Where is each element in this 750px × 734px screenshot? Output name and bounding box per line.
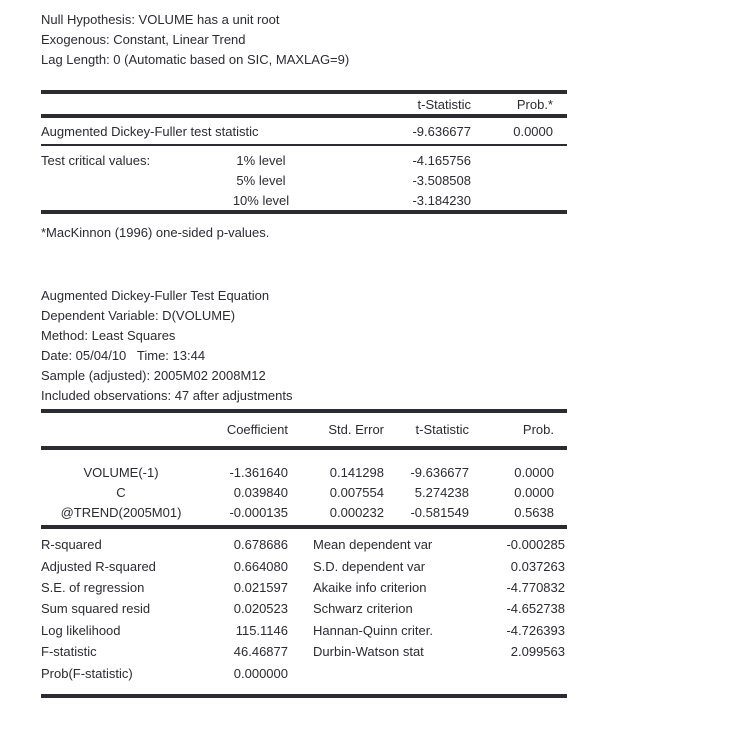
stat-label-left: F-statistic bbox=[41, 644, 97, 660]
std-error-value: 0.141298 bbox=[329, 464, 384, 480]
regression-row bbox=[41, 502, 567, 522]
stat-value-left: 0.020523 bbox=[233, 601, 288, 617]
stat-label-left: R-squared bbox=[41, 537, 102, 553]
stats-row bbox=[41, 534, 567, 555]
stats-row bbox=[41, 641, 567, 662]
critical-value: -4.165756 bbox=[412, 152, 471, 168]
sample-line: Sample (adjusted): 2005M02 2008M12 bbox=[41, 368, 266, 383]
coefficients-block bbox=[41, 462, 750, 522]
t-statistic-value: -9.636677 bbox=[410, 464, 469, 480]
critical-value-row bbox=[41, 170, 567, 190]
prob-column-header: Prob.* bbox=[516, 96, 553, 112]
regression-header-row bbox=[41, 413, 567, 446]
stat-value-left: 0.664080 bbox=[233, 558, 288, 574]
null-hypothesis-line: Null Hypothesis: VOLUME has a unit root bbox=[41, 12, 280, 27]
coefficient-value: 0.039840 bbox=[233, 484, 288, 500]
stat-value-left: 0.000000 bbox=[233, 665, 288, 681]
stat-label-right: Durbin-Watson stat bbox=[313, 644, 424, 660]
date-time-line: Date: 05/04/10 Time: 13:44 bbox=[41, 348, 206, 363]
variable-name: @TREND(2005M01) bbox=[60, 504, 182, 520]
equation-header-block bbox=[41, 286, 750, 406]
exogenous-line: Exogenous: Constant, Linear Trend bbox=[41, 32, 246, 47]
stat-value-left: 0.678686 bbox=[233, 537, 288, 553]
mackinnon-footnote: *MacKinnon (1996) one-sided p-values. bbox=[41, 225, 270, 240]
stat-label-left: Prob(F-statistic) bbox=[41, 665, 133, 681]
prob-value: 0.0000 bbox=[514, 484, 554, 500]
stat-label-right: Akaike info criterion bbox=[313, 579, 427, 595]
single-rule bbox=[41, 144, 567, 146]
stat-value-right: 0.037263 bbox=[510, 558, 565, 574]
prob-column-header: Prob. bbox=[522, 422, 554, 437]
stat-value-left: 0.021597 bbox=[233, 579, 288, 595]
adf-table-header-row bbox=[41, 94, 567, 114]
critical-value-row bbox=[41, 150, 567, 170]
critical-value-row bbox=[41, 190, 567, 210]
double-rule bbox=[41, 525, 567, 529]
std-error-value: 0.000232 bbox=[329, 504, 384, 520]
stat-value-left: 115.1146 bbox=[235, 622, 288, 638]
stat-value-right: -4.726393 bbox=[506, 622, 565, 638]
regression-row bbox=[41, 462, 567, 482]
observations-line: Included observations: 47 after adjustments bbox=[41, 388, 293, 403]
method-line: Method: Least Squares bbox=[41, 328, 176, 343]
critical-value: -3.508508 bbox=[412, 172, 471, 188]
critical-values-label: Test critical values: bbox=[41, 152, 151, 168]
prob-value: 0.5638 bbox=[514, 504, 554, 520]
variable-name: VOLUME(-1) bbox=[83, 464, 159, 480]
t-statistic-value: -0.581549 bbox=[410, 504, 469, 520]
stat-value-right: -4.652738 bbox=[506, 601, 565, 617]
stat-label-left: Sum squared resid bbox=[41, 601, 151, 617]
summary-stats-block bbox=[41, 534, 750, 684]
variable-name: C bbox=[116, 484, 126, 500]
stats-row bbox=[41, 598, 567, 619]
stat-label-right: Mean dependent var bbox=[313, 537, 433, 553]
adf-test-statistic-label: Augmented Dickey-Fuller test statistic bbox=[41, 123, 259, 139]
stat-value-right: 2.099563 bbox=[510, 644, 565, 660]
equation-title: Augmented Dickey-Fuller Test Equation bbox=[41, 288, 270, 303]
critical-level-label: 5% level bbox=[236, 172, 286, 188]
critical-level-label: 10% level bbox=[232, 192, 290, 208]
stat-label-left: Log likelihood bbox=[41, 622, 121, 638]
adf-table bbox=[41, 90, 750, 214]
dependent-variable-line: Dependent Variable: D(VOLUME) bbox=[41, 308, 236, 323]
stat-value-right: -4.770832 bbox=[506, 579, 565, 595]
coefficient-value: -0.000135 bbox=[229, 504, 288, 520]
coefficient-column-header: Coefficient bbox=[226, 422, 288, 437]
lag-length-line: Lag Length: 0 (Automatic based on SIC, MAXLAG=9) bbox=[41, 52, 350, 67]
t-statistic-value: 5.274238 bbox=[414, 484, 469, 500]
coefficient-value: -1.361640 bbox=[229, 464, 288, 480]
double-rule bbox=[41, 694, 567, 698]
stats-row bbox=[41, 620, 567, 641]
prob-value: 0.0000 bbox=[514, 464, 554, 480]
regression-row bbox=[41, 482, 567, 502]
stat-value-right: -0.000285 bbox=[506, 537, 565, 553]
adf-test-statistic-row bbox=[41, 118, 567, 144]
stat-value-left: 46.46877 bbox=[233, 644, 288, 660]
std-error-column-header: Std. Error bbox=[328, 422, 384, 437]
double-rule bbox=[41, 210, 567, 214]
stat-label-right: S.D. dependent var bbox=[313, 558, 426, 574]
test-header-block bbox=[41, 10, 750, 70]
regression-table bbox=[41, 409, 750, 698]
double-rule bbox=[41, 446, 567, 450]
t-statistic-column-header: t-Statistic bbox=[417, 96, 471, 112]
critical-level-label: 1% level bbox=[236, 152, 286, 168]
adf-prob-value: 0.0000 bbox=[513, 123, 553, 139]
stat-label-right: Schwarz criterion bbox=[313, 601, 413, 617]
critical-value: -3.184230 bbox=[412, 192, 471, 208]
critical-values-block bbox=[41, 150, 750, 210]
adf-t-statistic-value: -9.636677 bbox=[412, 123, 471, 139]
std-error-value: 0.007554 bbox=[329, 484, 384, 500]
stat-label-right: Hannan-Quinn criter. bbox=[313, 622, 433, 638]
t-statistic-column-header: t-Statistic bbox=[415, 422, 469, 437]
stat-label-left: S.E. of regression bbox=[41, 579, 145, 595]
stats-row bbox=[41, 662, 567, 683]
stats-row bbox=[41, 555, 567, 576]
stats-row bbox=[41, 577, 567, 598]
stat-label-left: Adjusted R-squared bbox=[41, 558, 156, 574]
